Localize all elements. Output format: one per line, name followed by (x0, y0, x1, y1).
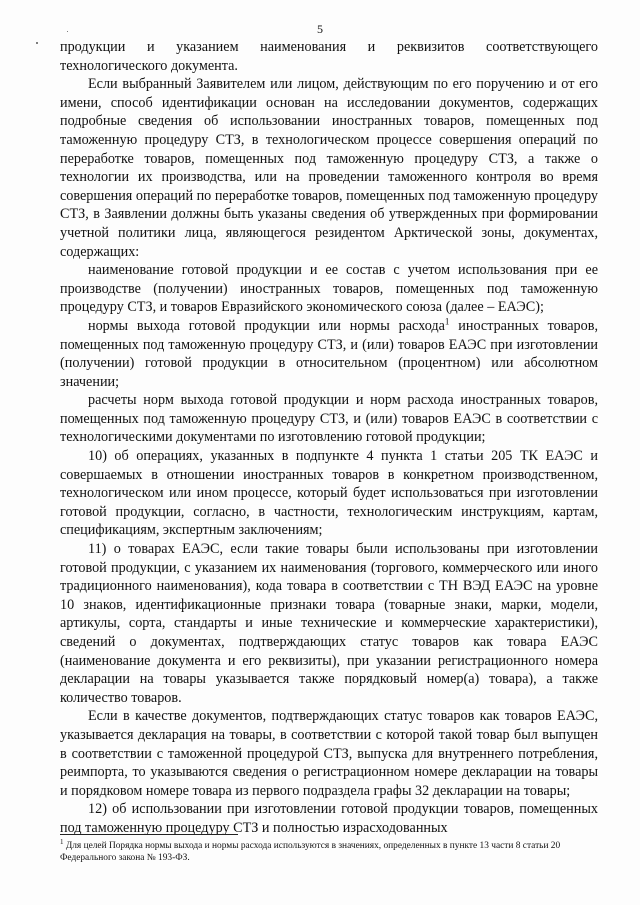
paragraph-item-11: 11) о товарах ЕАЭС, если такие товары были использованы при изготовлении готовой продукции, с указанием их наименования (торгового, коммерческого или иного традиционного наименования), кода товара в соответствии с ТН ВЭД ЕАЭС на уровне 10 знаков, идентификационные признаки товара (товарные знаки, марки, модели, артикулы, сорта, стандарты и иные технические и коммерческие характеристики), сведений о документах, подтверждающих статус товаров как товара ЕАЭС (наименование документа и его реквизиты), при указании регистрационного номера декларации на товары указывается также порядковый номер(а) товара), а также количество товаров. (60, 541, 598, 706)
scan-speck (36, 42, 38, 44)
footnote-text: Для целей Порядка нормы выхода и нормы расхода используются в значениях, определенных в пункте 13 части 8 статьи 20 Федерального закона № 193-ФЗ. (60, 841, 561, 863)
page-number: 5 (317, 22, 323, 36)
footnote-marker: 1 (60, 837, 64, 846)
paragraph-product-name: наименование готовой продукции и ее состав с учетом использования при ее производстве (получении) иностранных товаров, помещенных под таможенную процедуру СТЗ, и товаров Евразийского экономического союза (далее – ЕАЭС); (60, 262, 598, 316)
paragraph-goods-declaration: Если в качестве документов, подтверждающих статус товаров как товаров ЕАЭС, указывается декларация на товары, в соответствии с которой такой товар был выпущен в соответствии с таможенной процедурой СТЗ, выпуска для внутреннего потребления, реимпорта, то указываются сведения о регистрационном номере декларации на товары и порядковом номере товара из первого подраздела графы 32 декларации на товары; (60, 708, 598, 799)
paragraph-item-10: 10) об операциях, указанных в подпункте 4 пункта 1 статьи 205 ТК ЕАЭС и совершаемых в отношении иностранных товаров в конкретном производственном, технологическом или ином процессе, который будет использоваться при изготовлении готовой продукции, согласно, в частности, технологическим инструкциям, картам, спецификациям, экспертным заключениям; (60, 448, 598, 539)
paragraph-item-12: 12) об использовании при изготовлении готовой продукции товаров, помещенных под таможенную процедуру СТЗ и полностью израсходованных (60, 801, 598, 836)
scan-speck (67, 31, 68, 32)
paragraph-identification-method: Если выбранный Заявителем или лицом, действующим по его поручению и от его имени, способ идентификации основан на исследовании документов, содержащих подробные сведения об использовании иностранных товаров, помещенных под таможенную процедуру СТЗ, в технологическом процессе совершения операций по переработке товаров, помещенных под таможенную процедуру СТЗ, а также о технологии их производства, или на проведении таможенного контроля во время совершения операций по переработке товаров, помещенных под таможенную процедуру СТЗ, в Заявлении должны быть указаны сведения об утвержденных при формировании учетной политики лица, являющегося резидентом Арктической зоны, документах, содержащих: (60, 76, 598, 260)
document-body (60, 38, 598, 838)
footnote (60, 837, 600, 864)
yield-norms-text-end: иностранных товаров, помещенных под таможенную процедуру СТЗ, и (или) товаров ЕАЭС при изготовлении (получении) готовой продукции в относительном (процентном) или абсолютном значении; (60, 317, 598, 390)
footnote-reference: 1 (444, 316, 450, 327)
paragraph-norm-calculations: расчеты норм выхода готовой продукции и норм расхода иностранных товаров, помещенных под таможенную процедуру СТЗ, и (или) товаров ЕАЭС в соответствии с технологическими документами по изготовлению готовой продукции; (60, 392, 598, 446)
paragraph-continuation: продукции и указанием наименования и реквизитов соответствующего технологического документа. (60, 39, 598, 74)
paragraph-yield-norms (60, 317, 598, 391)
yield-norms-text-start: нормы выхода готовой продукции или нормы расхода (88, 317, 445, 334)
footnote-divider (60, 834, 238, 835)
